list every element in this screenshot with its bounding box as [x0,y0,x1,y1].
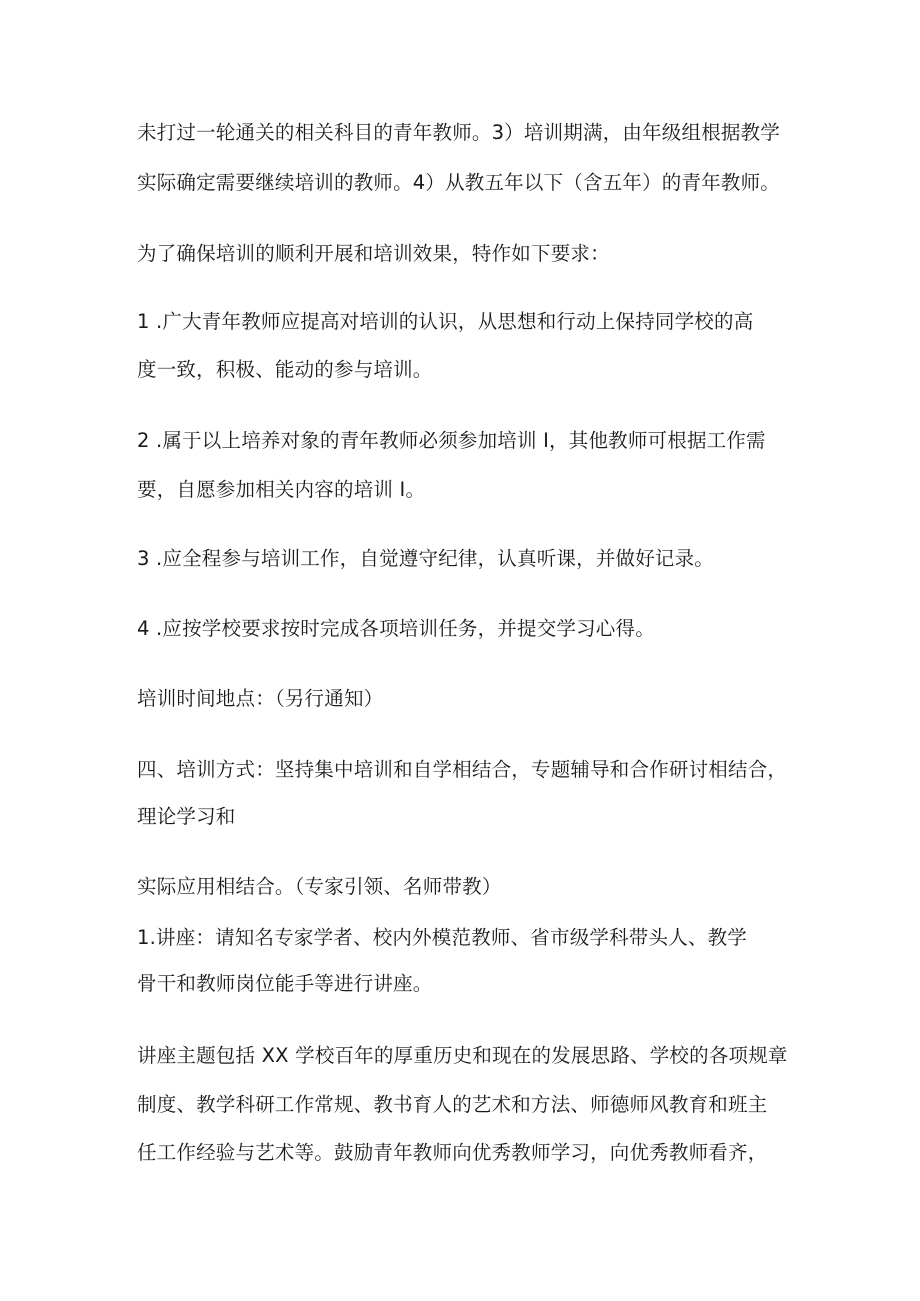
text-line: 为了确保培训的顺利开展和培训效果，特作如下要求： [137,242,610,265]
text-line: 制度、教学科研工作常规、教书育人的艺术和方法、师德师风教育和班主 [137,1093,768,1116]
text-line: 培训时间地点：（另行通知） [137,687,384,710]
text-line: 四、培训方式：坚持集中培训和自学相结合，专题辅导和合作研讨相结合， [137,758,788,781]
text-line: 未打过一轮通关的相关科目的青年教师。3）培训期满，由年级组根据教学 [137,121,781,144]
text-line: 3 .应全程参与培训工作，自觉遵守纪律，认真听课，并做好记录。 [137,547,715,570]
text-line: 4 .应按学校要求按时完成各项培训任务，并提交学习心得。 [137,617,655,640]
text-line: 1.讲座：请知名专家学者、校内外模范教师、省市级学科带头人、教学 [137,926,748,949]
text-line: 理论学习和 [137,805,236,828]
text-line: 骨干和教师岗位能手等进行讲座。 [137,972,433,995]
text-line: 要，自愿参加相关内容的培训 I。 [137,478,426,501]
text-line: 1 .广大青年教师应提高对培训的认识，从思想和行动上保持同学校的高 [137,310,754,333]
text-line: 实际确定需要继续培训的教师。4）从教五年以下（含五年）的青年教师。 [137,171,781,194]
text-line: 度一致，积极、能动的参与培训。 [137,358,433,381]
text-line: 2 .属于以上培养对象的青年教师必须参加培训 I，其他教师可根据工作需 [137,429,766,452]
text-line: 讲座主题包括 XX 学校百年的厚重历史和现在的发展思路、学校的各项规章 [137,1044,788,1067]
text-line: 实际应用相结合。（专家引领、名师带教） [137,875,502,898]
text-line: 任工作经验与艺术等。鼓励青年教师向优秀教师学习，向优秀教师看齐， [137,1141,768,1164]
